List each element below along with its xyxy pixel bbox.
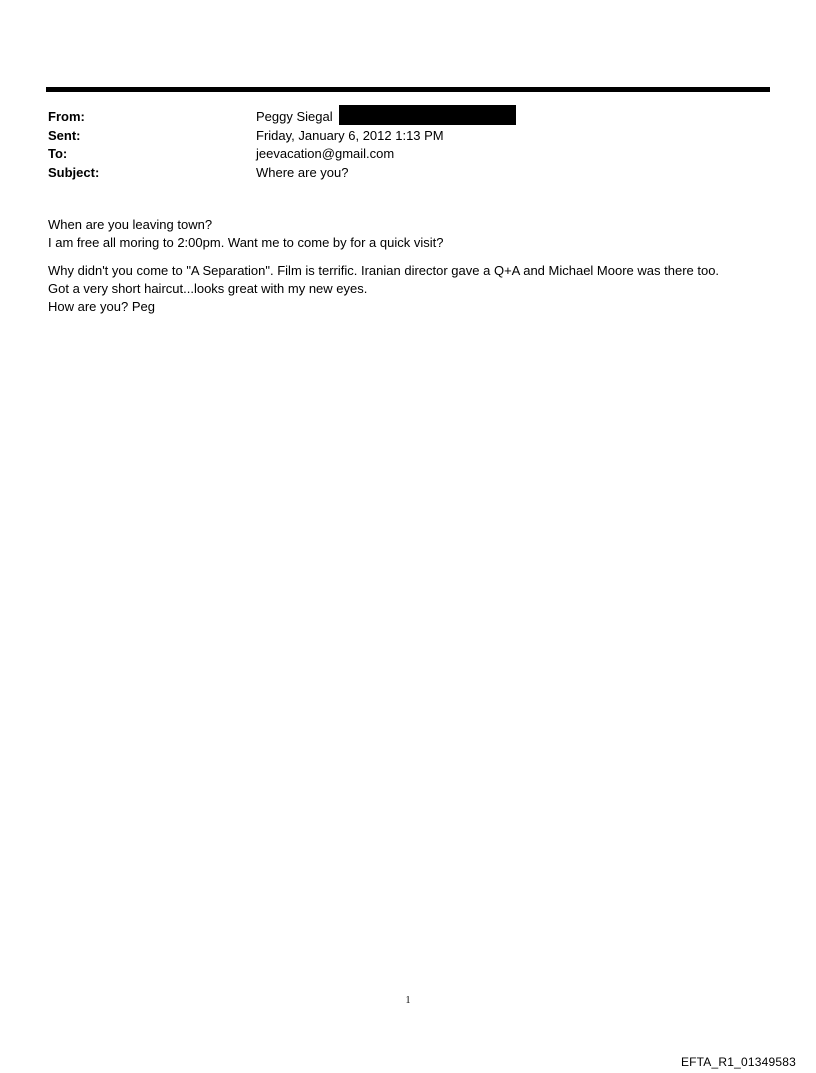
header-divider-rule — [46, 87, 770, 92]
redaction-block — [339, 105, 516, 125]
page-number: 1 — [405, 995, 411, 1006]
email-header-block — [48, 108, 748, 182]
from-value — [256, 108, 516, 127]
bates-number: EFTA_R1_01349583 — [680, 1055, 796, 1069]
to-label: To: — [48, 146, 68, 161]
subject-label: Subject: — [48, 164, 100, 180]
header-row-sent — [48, 127, 748, 146]
header-row-from — [48, 108, 748, 127]
body-paragraph-2 — [48, 262, 778, 316]
body-line: Got a very short haircut...looks great with my new eyes. — [48, 281, 368, 296]
body-line: How are you? Peg — [48, 299, 155, 314]
email-body — [48, 216, 778, 316]
subject-value: Where are you? — [256, 164, 349, 180]
body-line: When are you leaving town? — [48, 217, 213, 232]
header-row-to — [48, 145, 748, 164]
from-label: From: — [48, 109, 85, 124]
paragraph-spacer — [48, 252, 778, 262]
body-line: Why didn't you come to "A Separation". Film is terrific. Iranian director gave a Q+A and Michael Moore was there too. — [48, 263, 720, 278]
header-row-subject — [48, 164, 748, 183]
sent-value: Friday, January 6, 2012 1:13 PM — [256, 127, 444, 143]
to-value: jeevacation@gmail.com — [256, 146, 395, 161]
body-line: I am free all moring to 2:00pm. Want me to come by for a quick visit? — [48, 235, 444, 250]
sent-label: Sent: — [48, 127, 81, 143]
body-paragraph-1 — [48, 216, 778, 252]
sender-name: Peggy Siegal — [256, 109, 333, 124]
